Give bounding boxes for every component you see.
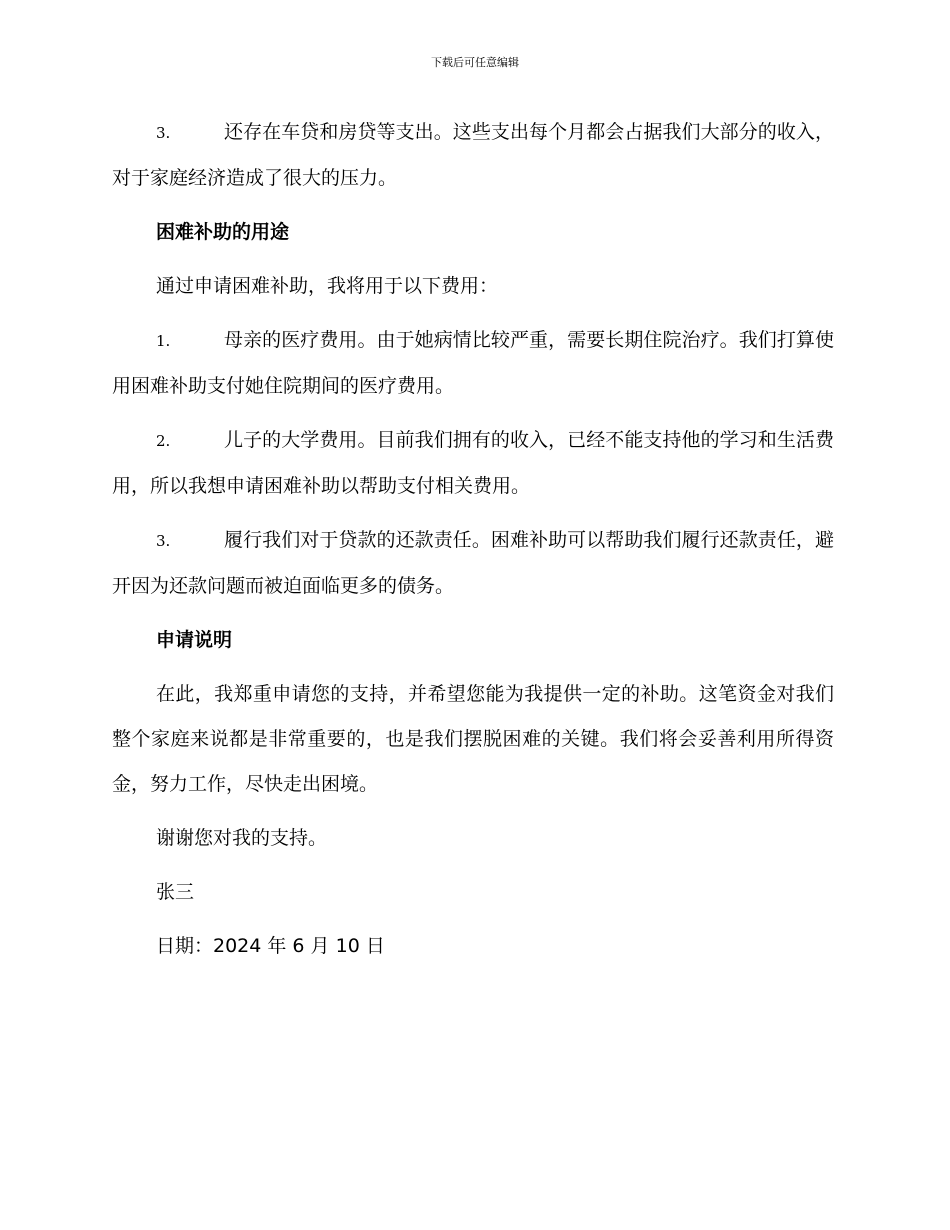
list-item xyxy=(112,518,834,609)
list-item xyxy=(112,110,834,201)
usage-intro: 通过申请困难补助，我将用于以下费用： xyxy=(156,275,499,297)
list-item-number: 2. xyxy=(156,432,171,450)
statement-body: 在此，我郑重申请您的支持，并希望您能为我提供一定的补助。这笔资金对我们整个家庭来说都是非常重要的，也是我们摆脱困难的关键。我们将会妥善利用所得资金，努力工作，尽快走出困境。 xyxy=(112,683,834,795)
list-item-number: 3. xyxy=(156,124,171,142)
date-line: 日期：2024 年 6 月 10 日 xyxy=(156,935,385,957)
list-item-text: 还存在车贷和房贷等支出。这些支出每个月都会占据我们大部分的收入，对于家庭经济造成了很大的压力。 xyxy=(112,121,834,189)
list-item-number: 3. xyxy=(156,532,171,550)
list-item xyxy=(112,418,834,509)
document-body xyxy=(112,110,834,978)
thanks-line: 谢谢您对我的支持。 xyxy=(156,827,328,849)
list-item-text: 儿子的大学费用。目前我们拥有的收入，已经不能支持他的学习和生活费用，所以我想申请困难补助以帮助支付相关费用。 xyxy=(112,429,834,497)
signature: 张三 xyxy=(156,881,195,903)
section-heading-statement: 申请说明 xyxy=(156,629,233,651)
header-note: 下载后可任意编辑 xyxy=(431,56,519,69)
section-heading-usage: 困难补助的用途 xyxy=(156,221,290,243)
list-item xyxy=(112,318,834,409)
list-item-text: 履行我们对于贷款的还款责任。困难补助可以帮助我们履行还款责任，避开因为还款问题而被迫面临更多的债务。 xyxy=(112,529,834,597)
list-item-text: 母亲的医疗费用。由于她病情比较严重，需要长期住院治疗。我们打算使用困难补助支付她住院期间的医疗费用。 xyxy=(112,329,834,397)
list-item-number: 1. xyxy=(156,332,171,350)
